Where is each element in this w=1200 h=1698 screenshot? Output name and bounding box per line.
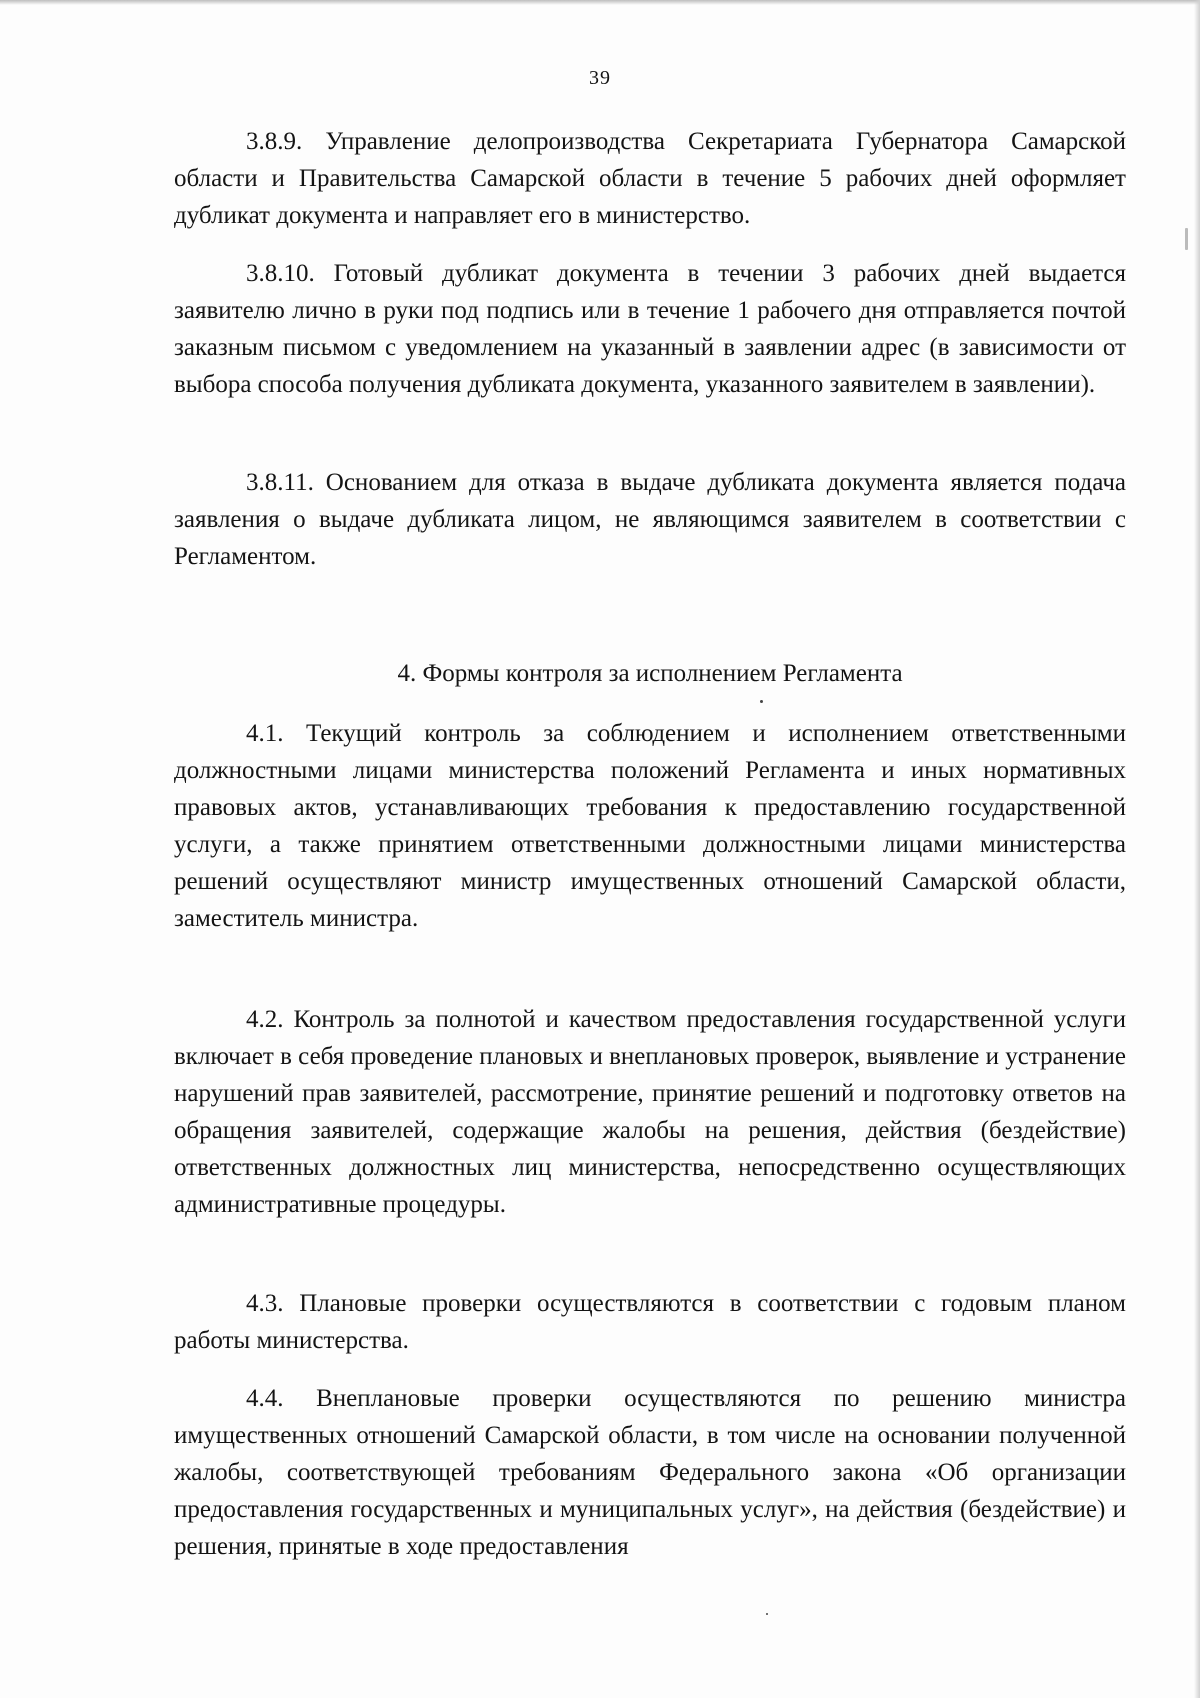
section-4-heading: 4. Формы контроля за исполнением Регламента — [397, 660, 903, 687]
paragraph-3-8-11: 3.8.11. Основанием для отказа в выдаче дубликата документа является подача заявления о выдаче дубликата лицом, не являющимся заявителем в соответствии с Регламентом. — [174, 469, 1126, 570]
paragraph-3-8-9: 3.8.9. Управление делопроизводства Секретариата Губернатора Самарской области и Правительства Самарской области в течение 5 рабочих дней оформляет дубликат документа и направляет его в министерство. — [174, 128, 1126, 229]
paragraph-4-1: 4.1. Текущий контроль за соблюдением и исполнением ответственными должностными лицами министерства положений Регламента и иных нормативных правовых актов, устанавливающих требования к предоставлению государственной услуги, а также принятием ответственными должностными лицами министерства решений осуществляют министр имущественных отношений Самарской области, заместитель министра. — [174, 720, 1126, 932]
paragraph-4-2: 4.2. Контроль за полнотой и качеством предоставления государственной услуги включает в себя проведение плановых и внеплановых проверок, выявление и устранение нарушений прав заявителей, рассмотрение, принятие решений и подготовку ответов на обращения заявителей, содержащие жалобы на решения, действия (бездействие) ответственных должностных лиц министерства, непосредственно осуществляющих административные процедуры. — [174, 1006, 1126, 1218]
scan-speck — [1185, 228, 1188, 250]
scan-speck — [766, 1613, 768, 1615]
scan-edge-top — [0, 0, 1200, 5]
paragraph-4-4: 4.4. Внеплановые проверки осуществляются по решению министра имущественных отношений Самарской области, в том числе на основании полученной жалобы, соответствующей требованиям Федерального закона «Об организации предоставления государственных и муниципальных услуг», на действия (бездействие) и решения, принятые в ходе предоставления — [174, 1385, 1126, 1560]
paragraph-3-8-10: 3.8.10. Готовый дубликат документа в течении 3 рабочих дней выдается заявителю лично в руки под подпись или в течение 1 рабочего дня отправляется почтой заказным письмом с уведомлением на указанный в заявлении адрес (в зависимости от выбора способа получения дубликата документа, указанного заявителем в заявлении). — [174, 260, 1126, 398]
scan-edge-right — [1194, 0, 1200, 1698]
page-number: 39 — [589, 67, 611, 89]
scan-speck — [760, 700, 763, 703]
paragraph-4-3: 4.3. Плановые проверки осуществляются в соответствии с годовым планом работы министерства. — [174, 1290, 1126, 1354]
